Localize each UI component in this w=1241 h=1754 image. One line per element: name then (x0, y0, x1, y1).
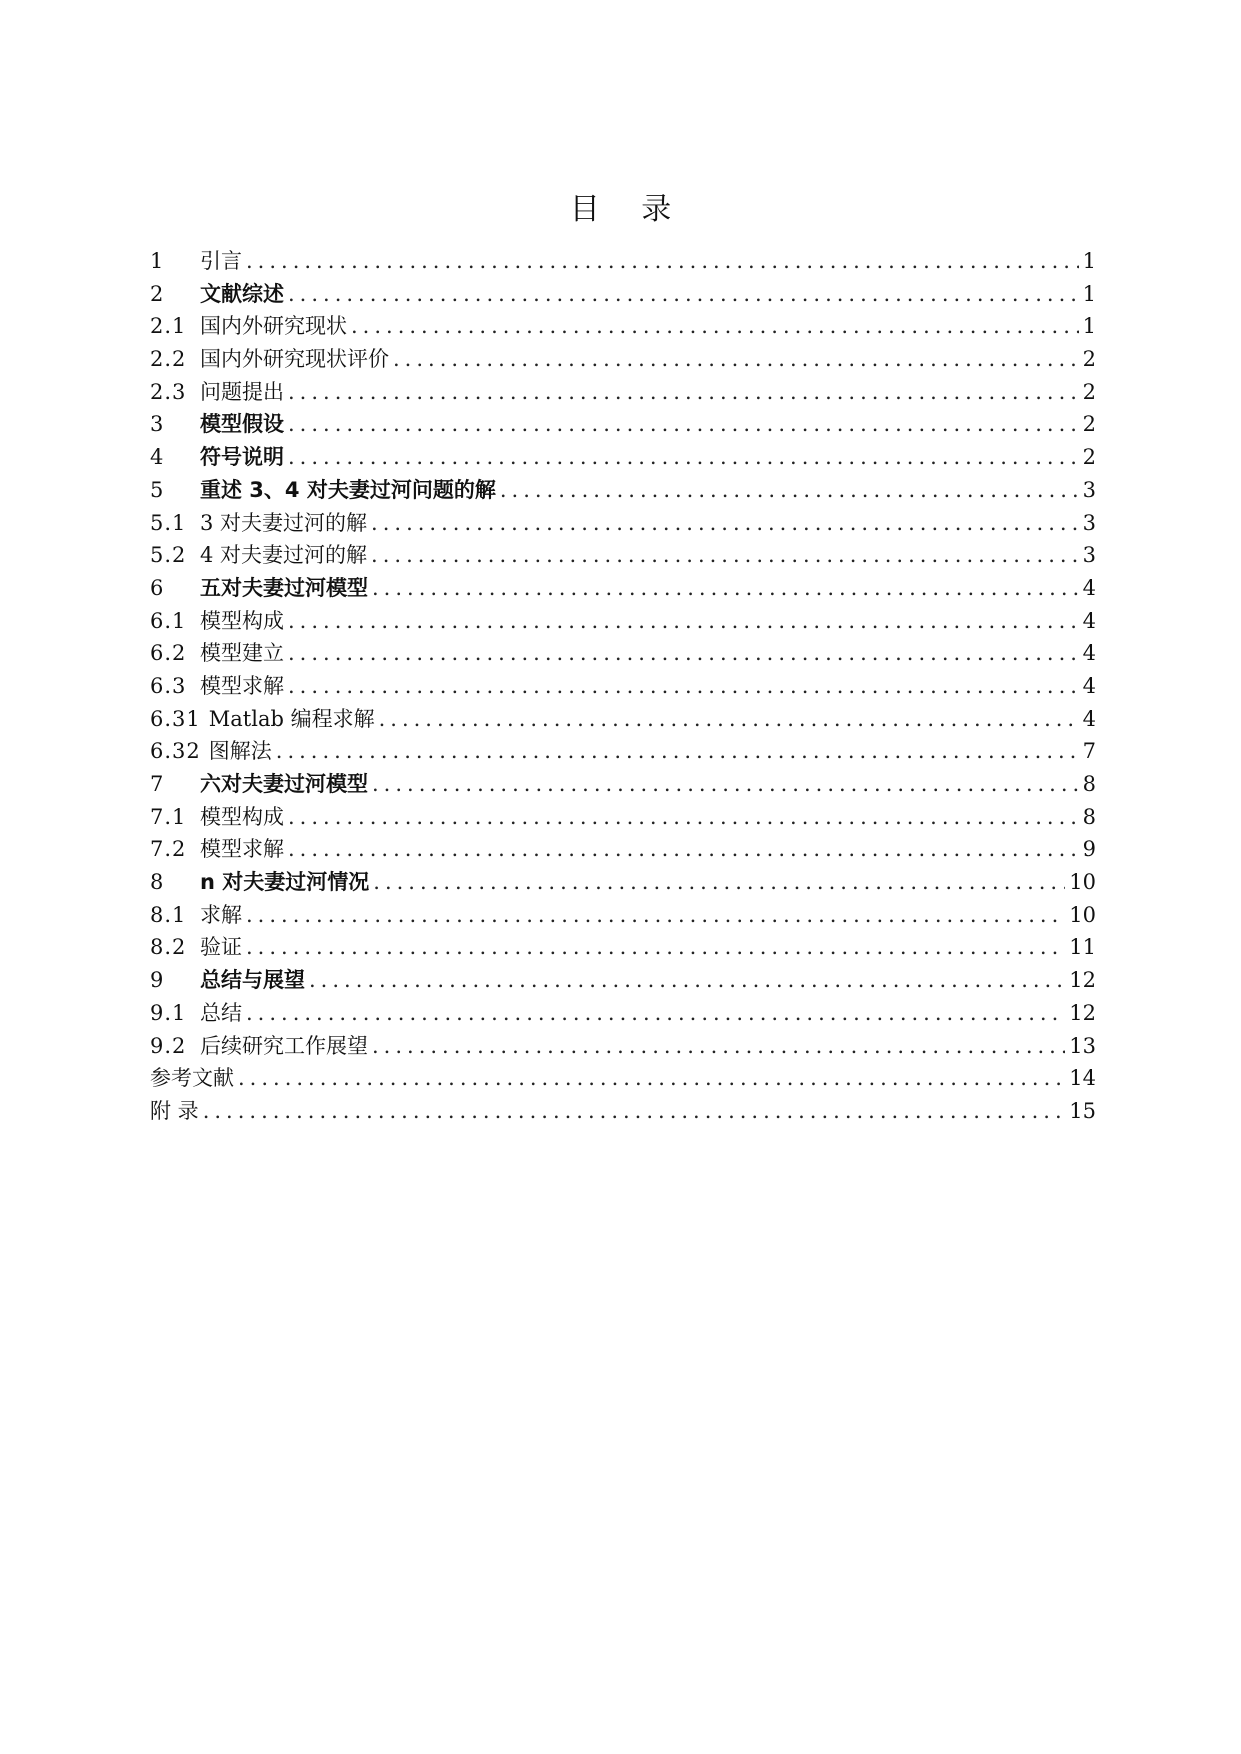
toc-dot-leader (379, 703, 1079, 735)
toc-dot-leader (371, 507, 1079, 539)
toc-entry-title: 模型建立 (200, 641, 284, 666)
toc-entry-page-number: 10 (1069, 870, 1096, 895)
toc-entry-number: 6.32 (150, 739, 201, 764)
toc-entry-page-number: 8 (1082, 804, 1096, 829)
toc-dot-leader (246, 245, 1079, 277)
toc-entry-number: 3 (150, 412, 165, 437)
toc-entry-page-number: 4 (1082, 575, 1096, 600)
toc-entry-title: 五对夫妻过河模型 (200, 575, 368, 600)
toc-entry[interactable] (150, 833, 1096, 866)
toc-entry-page-number: 2 (1082, 347, 1096, 372)
toc-dot-leader (203, 1095, 1066, 1127)
toc-entry-number: 5.2 (150, 543, 187, 568)
toc-entry-title: 3 对夫妻过河的解 (200, 510, 368, 535)
toc-entry[interactable] (150, 1062, 1096, 1095)
toc-entry-page-number: 7 (1082, 739, 1096, 764)
toc-entry[interactable] (150, 997, 1096, 1030)
toc-entry-number: 8 (150, 870, 165, 895)
toc-entry-page-number: 15 (1069, 1098, 1096, 1123)
toc-entry-title: 4 对夫妻过河的解 (200, 543, 368, 568)
toc-entry-number: 6.1 (150, 608, 187, 633)
toc-entry-page-number: 9 (1082, 837, 1096, 862)
toc-entry-title: 重述 3、4 对夫妻过河问题的解 (200, 477, 496, 502)
toc-entry-page-number: 1 (1082, 281, 1096, 306)
toc-entry-page-number: 13 (1069, 1033, 1096, 1058)
toc-dot-leader (288, 833, 1079, 865)
toc-entry[interactable] (150, 931, 1096, 964)
toc-entry-page-number: 1 (1082, 314, 1096, 339)
toc-entry-page-number: 14 (1069, 1066, 1096, 1091)
toc-entry-page-number: 2 (1082, 412, 1096, 437)
toc-entry-number: 8.2 (150, 935, 187, 960)
toc-title: 目 录 (569, 192, 688, 227)
toc-entry-title: n 对夫妻过河情况 (200, 870, 370, 895)
toc-entry-number: 7.2 (150, 837, 187, 862)
toc-dot-leader (372, 768, 1079, 800)
toc-entry-title: 模型构成 (200, 608, 284, 633)
toc-entry[interactable] (150, 899, 1096, 932)
toc-entry-number: 5.1 (150, 510, 187, 535)
toc-entry[interactable] (150, 703, 1096, 736)
toc-entry-page-number: 4 (1082, 673, 1096, 698)
toc-entry-number: 2.1 (150, 314, 187, 339)
toc-entry[interactable] (150, 310, 1096, 343)
toc-entry-title: Matlab 编程求解 (208, 706, 375, 731)
table-of-contents (150, 245, 1096, 1128)
toc-entry-title: 国内外研究现状 (200, 314, 347, 339)
toc-entry-title: 图解法 (208, 739, 272, 764)
toc-entry[interactable] (150, 637, 1096, 670)
toc-dot-leader (288, 637, 1079, 669)
toc-entry[interactable] (150, 278, 1096, 311)
toc-dot-leader (246, 931, 1065, 963)
toc-entry-title: 引言 (200, 249, 242, 273)
toc-entry-page-number: 4 (1082, 608, 1096, 633)
toc-entry-title: 模型假设 (200, 412, 284, 437)
toc-entry-title: 求解 (200, 902, 242, 927)
toc-entry[interactable] (150, 539, 1096, 572)
toc-entry[interactable] (150, 507, 1096, 540)
toc-entry-page-number: 2 (1082, 379, 1096, 404)
toc-entry-page-number: 3 (1082, 477, 1096, 502)
toc-entry-title: 符号说明 (200, 445, 284, 470)
toc-dot-leader (246, 899, 1065, 931)
toc-entry[interactable] (150, 605, 1096, 638)
toc-dot-leader (246, 997, 1065, 1029)
toc-dot-leader (288, 408, 1079, 440)
toc-entry[interactable] (150, 376, 1096, 409)
toc-entry-number: 6.3 (150, 673, 187, 698)
toc-entry-page-number: 3 (1082, 543, 1096, 568)
toc-entry-page-number: 11 (1069, 935, 1096, 960)
toc-entry[interactable] (150, 245, 1096, 278)
toc-entry-number: 9.1 (150, 1000, 187, 1025)
toc-entry-page-number: 3 (1082, 510, 1096, 535)
toc-dot-leader (500, 474, 1079, 506)
toc-dot-leader (351, 310, 1079, 342)
toc-entry-number: 9.2 (150, 1033, 187, 1058)
toc-entry[interactable] (150, 1095, 1096, 1128)
toc-entry[interactable] (150, 572, 1096, 605)
toc-entry-number: 2.2 (150, 347, 187, 372)
toc-dot-leader (288, 376, 1079, 408)
toc-entry-title: 后续研究工作展望 (200, 1033, 368, 1058)
toc-entry-number: 2 (150, 281, 165, 306)
toc-entry[interactable] (150, 964, 1096, 997)
toc-entry-title: 国内外研究现状评价 (200, 347, 389, 372)
toc-entry-title: 参考文献 (150, 1066, 234, 1091)
toc-entry-number: 6.31 (150, 706, 201, 731)
toc-entry-title: 六对夫妻过河模型 (200, 772, 368, 796)
toc-dot-leader (372, 572, 1079, 604)
toc-entry-number: 7.1 (150, 804, 187, 829)
toc-entry-page-number: 8 (1082, 772, 1096, 796)
toc-entry[interactable] (150, 1030, 1096, 1063)
toc-entry-page-number: 12 (1069, 1000, 1096, 1025)
toc-entry-number: 6.2 (150, 641, 187, 666)
toc-entry[interactable] (150, 735, 1096, 768)
toc-entry-title: 模型求解 (200, 837, 284, 862)
toc-entry-number: 1 (150, 249, 165, 273)
toc-entry[interactable] (150, 866, 1096, 899)
toc-entry-number: 2.3 (150, 379, 187, 404)
toc-entry-title: 文献综述 (200, 281, 284, 306)
toc-entry-number: 6 (150, 575, 165, 600)
toc-entry[interactable] (150, 441, 1096, 474)
toc-entry-number: 8.1 (150, 902, 187, 927)
toc-entry-page-number: 4 (1082, 641, 1096, 666)
toc-entry[interactable] (150, 768, 1096, 801)
toc-dot-leader (288, 801, 1079, 833)
toc-entry-title: 总结与展望 (200, 968, 305, 993)
toc-entry-number: 9 (150, 968, 165, 993)
toc-entry-page-number: 12 (1069, 968, 1096, 993)
toc-entry-title: 附 录 (150, 1098, 199, 1123)
toc-dot-leader (372, 1030, 1065, 1062)
toc-entry[interactable] (150, 408, 1096, 441)
toc-entry-number: 4 (150, 445, 165, 470)
toc-entry-title: 总结 (200, 1000, 242, 1025)
toc-entry-page-number: 2 (1082, 445, 1096, 470)
toc-dot-leader (288, 441, 1079, 473)
toc-dot-leader (276, 735, 1079, 767)
toc-entry[interactable] (150, 801, 1096, 834)
toc-dot-leader (288, 670, 1079, 702)
toc-entry-title: 模型求解 (200, 673, 284, 698)
toc-entry-title: 模型构成 (200, 804, 284, 829)
toc-entry-page-number: 10 (1069, 902, 1096, 927)
toc-dot-leader (393, 343, 1079, 375)
toc-entry[interactable] (150, 474, 1096, 507)
toc-dot-leader (288, 278, 1079, 310)
toc-entry-title: 验证 (200, 935, 242, 960)
toc-dot-leader (309, 964, 1065, 996)
toc-dot-leader (288, 605, 1079, 637)
toc-dot-leader (238, 1062, 1065, 1094)
toc-dot-leader (373, 866, 1065, 898)
toc-dot-leader (371, 539, 1079, 571)
toc-entry-page-number: 4 (1082, 706, 1096, 731)
toc-entry-page-number: 1 (1082, 249, 1096, 273)
toc-entry-number: 7 (150, 772, 165, 796)
toc-entry-title: 问题提出 (200, 379, 284, 404)
toc-entry[interactable] (150, 343, 1096, 376)
toc-entry-number: 5 (150, 477, 165, 502)
toc-entry[interactable] (150, 670, 1096, 703)
